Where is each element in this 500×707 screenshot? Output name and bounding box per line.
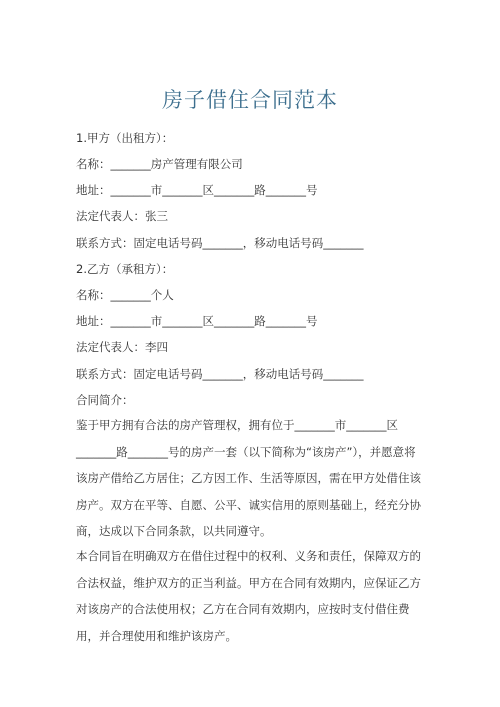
party-b-contact: 联系方式：固定电话号码_______，移动电话号码_______	[76, 367, 364, 381]
party-a-name: 名称：_______房产管理有限公司	[76, 157, 243, 171]
party-a-heading: 1.甲方（出租方）：	[76, 131, 174, 145]
party-b-representative: 法定代表人：李四	[76, 340, 168, 354]
party-b-name: 名称：_______个人	[76, 288, 174, 302]
party-a-address: 地址：_______市_______区_______路_______号	[76, 183, 318, 197]
document-title: 房子借住合同范本	[162, 88, 338, 112]
intro-paragraph-2: 本合同旨在明确双方在借住过程中的权利、义务和责任，保障双方的合法权益，维护双方的正当利益。甲方在合同有效期内，应保证乙方对该房产的合法使用权；乙方在合同有效期内，应按时支付借住费用，并合理使用和维护该房产。	[76, 549, 421, 643]
party-b-address: 地址：_______市_______区_______路_______号	[76, 314, 318, 328]
party-b-heading: 2.乙方（承租方）：	[76, 262, 174, 276]
intro-paragraph-1: 鉴于甲方拥有合法的房产管理权，拥有位于_______市_______区_______路_______号的房产一套（以下简称为“该房产”），并愿意将该房产借给乙方居住；乙方因工作、生活等原因，需在甲方处借住该房产。双方在平等、自愿、公平、诚实信用的原则基础上，经充分协商，达成以下合同条款，以共同遵守。	[76, 418, 421, 538]
intro-heading: 合同简介：	[76, 393, 134, 407]
party-a-representative: 法定代表人：张三	[76, 209, 168, 223]
party-a-contact: 联系方式：固定电话号码_______，移动电话号码_______	[76, 236, 364, 250]
